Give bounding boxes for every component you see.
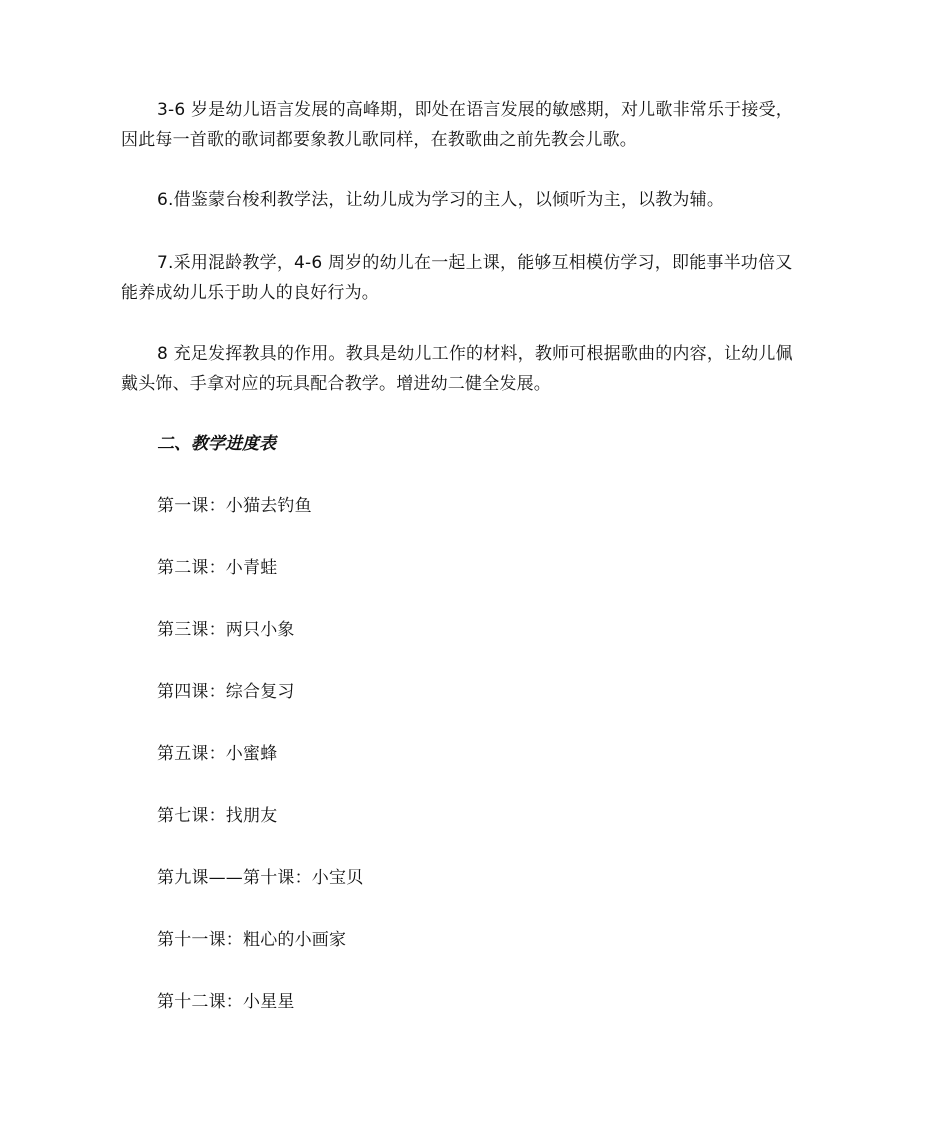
- paragraph-teaching-aids: [121, 339, 833, 399]
- lesson-item: 第七课：找朋友: [157, 806, 278, 826]
- paragraph-line: 8 充足发挥教具的作用。教具是幼儿工作的材料，教师可根据歌曲的内容，让幼儿佩: [157, 344, 793, 364]
- paragraph-language-development: [121, 95, 833, 155]
- paragraph-line: 因此每一首歌的歌词都要象教儿歌同样，在教歌曲之前先教会儿歌。: [121, 130, 637, 150]
- paragraph-line: 3-6 岁是幼儿语言发展的高峰期，即处在语言发展的敏感期，对儿歌非常乐于接受，: [157, 100, 793, 120]
- paragraph-mixed-age-teaching: [121, 248, 833, 308]
- lesson-item: 第十二课：小星星: [157, 992, 295, 1012]
- lesson-item: 第十一课：粗心的小画家: [157, 930, 347, 950]
- paragraph-line: 7.采用混龄教学，4-6 周岁的幼儿在一起上课，能够互相模仿学习，即能事半功倍又: [157, 253, 793, 273]
- lesson-item: 第一课：小猫去钓鱼: [157, 496, 312, 516]
- lesson-item: 第九课——第十课：小宝贝: [157, 868, 364, 888]
- lesson-item: 第二课：小青蛙: [157, 558, 278, 578]
- lesson-item: 第五课：小蜜蜂: [157, 744, 278, 764]
- paragraph-montessori: [121, 185, 833, 215]
- lesson-item: 第四课：综合复习: [157, 682, 295, 702]
- paragraph-line: 戴头饰、手拿对应的玩具配合教学。增进幼二健全发展。: [121, 374, 551, 394]
- section-heading: 二、教学进度表: [157, 434, 276, 454]
- paragraph-line: 能养成幼儿乐于助人的良好行为。: [121, 283, 379, 303]
- lesson-item: 第三课：两只小象: [157, 620, 295, 640]
- paragraph-line: 6.借鉴蒙台梭利教学法，让幼儿成为学习的主人，以倾听为主，以教为辅。: [157, 190, 725, 210]
